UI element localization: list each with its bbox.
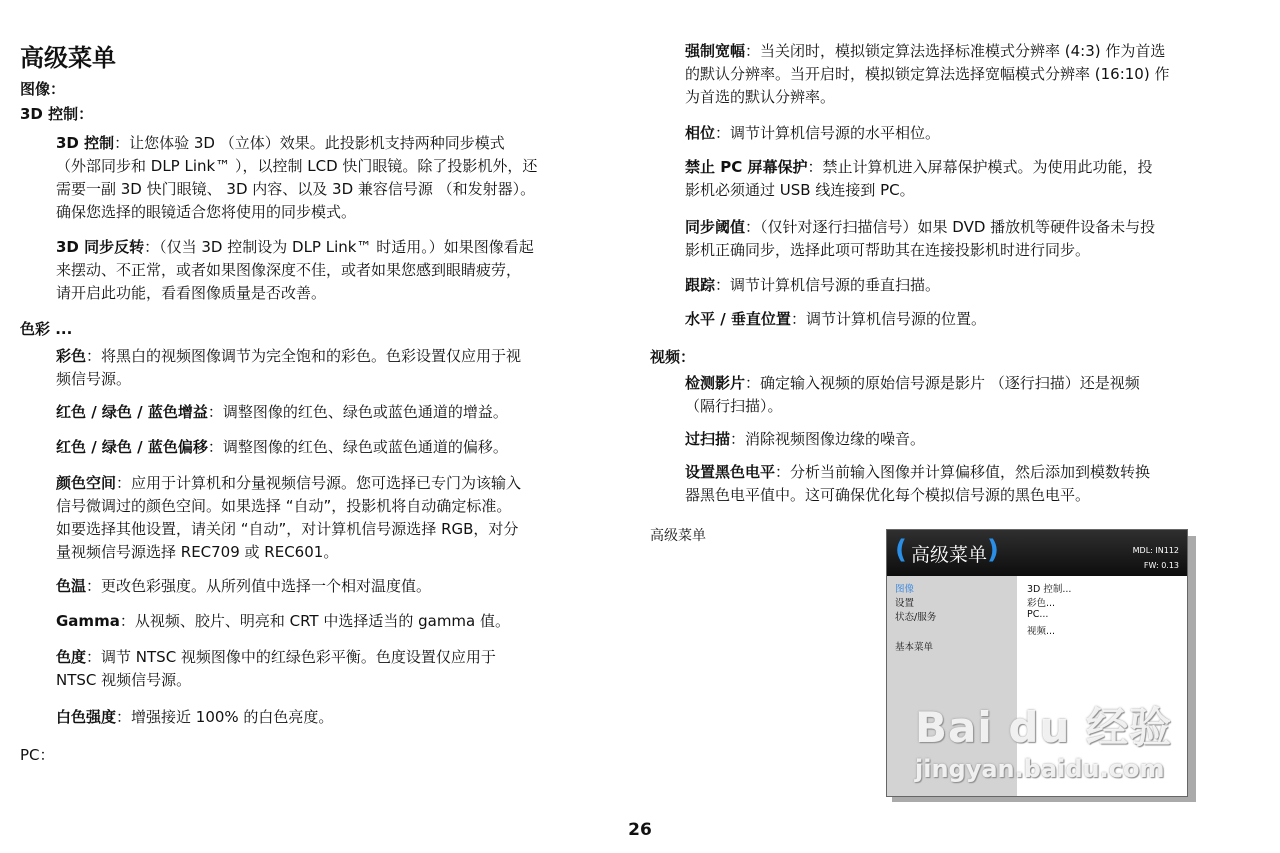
- osd-main-item-video[interactable]: 视频...: [1027, 626, 1056, 637]
- osd-model: MDL: IN112: [1132, 546, 1179, 555]
- para-force-wide: 强制宽幅：当关闭时，模拟锁定算法选择标准模式分辨率 (4:3) 作为首选 的默认分辨率。当开启时，模拟锁定算法选择宽幅模式分辨率 (16:10) 作 为首选的默认分辨率。: [685, 42, 1170, 106]
- para-phase: 相位：调节计算机信号源的水平相位。: [685, 124, 941, 142]
- section-pc: PC：: [20, 746, 55, 764]
- osd-main-item-3d[interactable]: 3D 控制...: [1027, 584, 1072, 595]
- para-color-temp: 色温：更改色彩强度。从所列值中选择一个相对温度值。: [56, 577, 432, 595]
- watermark-brand: Bai du 经验: [915, 703, 1172, 752]
- section-3d-control: 3D 控制：: [20, 105, 94, 123]
- section-color: 色彩 ...: [20, 320, 73, 338]
- para-screen-saver: 禁止 PC 屏幕保护：禁止计算机进入屏幕保护模式。为使用此功能，投 影机必须通过 USB 线连接到 PC。: [685, 158, 1153, 199]
- para-gamma: Gamma：从视频、胶片、明亮和 CRT 中选择适当的 gamma 值。: [56, 612, 510, 630]
- osd-paren-close: ): [987, 535, 999, 565]
- osd-firmware: FW: 0.13: [1143, 561, 1179, 570]
- osd-title: 高级菜单: [911, 544, 988, 566]
- watermark-url: jingyan.baidu.com: [915, 755, 1165, 783]
- osd-paren-open: (: [895, 535, 907, 565]
- osd-main-item-color[interactable]: 彩色...: [1027, 598, 1056, 609]
- section-video: 视频：: [650, 348, 696, 366]
- para-overscan: 过扫描：消除视频图像边缘的噪音。: [685, 430, 926, 448]
- para-color-space: 颜色空间：应用于计算机和分量视频信号源。您可选择已专门为该输入 信号微调过的颜色空间。如果选择 “自动”，投影机将自动确定标准。 如要选择其他设置，请关闭 “自动”，对计算机信号源选择 RGB，对分 量视频信号源选择 REC709 或 REC601。: [56, 474, 522, 561]
- osd-side-item-basic[interactable]: 基本菜单: [895, 642, 934, 653]
- osd-side-item-image[interactable]: 图像: [895, 584, 915, 595]
- para-rgb-offset: 红色 / 绿色 / 蓝色偏移：调整图像的红色、绿色或蓝色通道的偏移。: [56, 438, 508, 456]
- page-title: 高级菜单: [20, 44, 116, 72]
- para-white-intensity: 白色强度：增强接近 100% 的白色亮度。: [56, 708, 334, 726]
- para-film-detect: 检测影片：确定输入视频的原始信号源是影片 （逐行扫描）还是视频 （隔行扫描）。: [685, 374, 1140, 415]
- osd-side-item-settings[interactable]: 设置: [895, 598, 915, 609]
- osd-main-item-pc[interactable]: PC...: [1027, 609, 1049, 620]
- para-3d-sync-invert: 3D 同步反转：（仅当 3D 控制设为 DLP Link™ 时适用。）如果图像看起 来摆动、不正常，或者如果图像深度不佳，或者如果您感到眼睛疲劳， 请开启此功能，看看图像质量是否改善。: [56, 238, 534, 302]
- section-image: 图像：: [20, 80, 66, 98]
- page-number: 26: [628, 820, 652, 840]
- osd-side-item-status[interactable]: 状态/服务: [895, 612, 937, 623]
- osd-menu-figure: [886, 529, 1188, 797]
- figure-caption: 高级菜单: [650, 528, 706, 544]
- para-tracking: 跟踪：调节计算机信号源的垂直扫描。: [685, 276, 941, 294]
- para-3d-control: 3D 控制：让您体验 3D （立体）效果。此投影机支持两种同步模式 （外部同步和 DLP Link™ ），以控制 LCD 快门眼镜。除了投影机外，还 需要一副 3D 快门眼镜、 3D 内容、以及 3D 兼容信号源 （和发射器）。 确保您选择的眼镜适合您将使用的同步模式。: [56, 134, 538, 221]
- osd-header: [887, 530, 1187, 576]
- para-tint: 色度：调节 NTSC 视频图像中的红绿色彩平衡。色度设置仅应用于 NTSC 视频信号源。: [56, 648, 496, 689]
- para-color: 彩色：将黑白的视频图像调节为完全饱和的彩色。色彩设置仅应用于视 频信号源。: [56, 347, 522, 388]
- para-sync-threshold: 同步阈值：（仅针对逐行扫描信号）如果 DVD 播放机等硬件设备未与投 影机正确同步，选择此项可帮助其在连接投影机时进行同步。: [685, 218, 1156, 259]
- para-position: 水平 / 垂直位置：调节计算机信号源的位置。: [685, 310, 986, 328]
- para-rgb-gain: 红色 / 绿色 / 蓝色增益：调整图像的红色、绿色或蓝色通道的增益。: [56, 403, 508, 421]
- para-black-level: 设置黑色电平：分析当前输入图像并计算偏移值，然后添加到模数转换 器黑色电平值中。这可确保优化每个模拟信号源的黑色电平。: [685, 463, 1151, 504]
